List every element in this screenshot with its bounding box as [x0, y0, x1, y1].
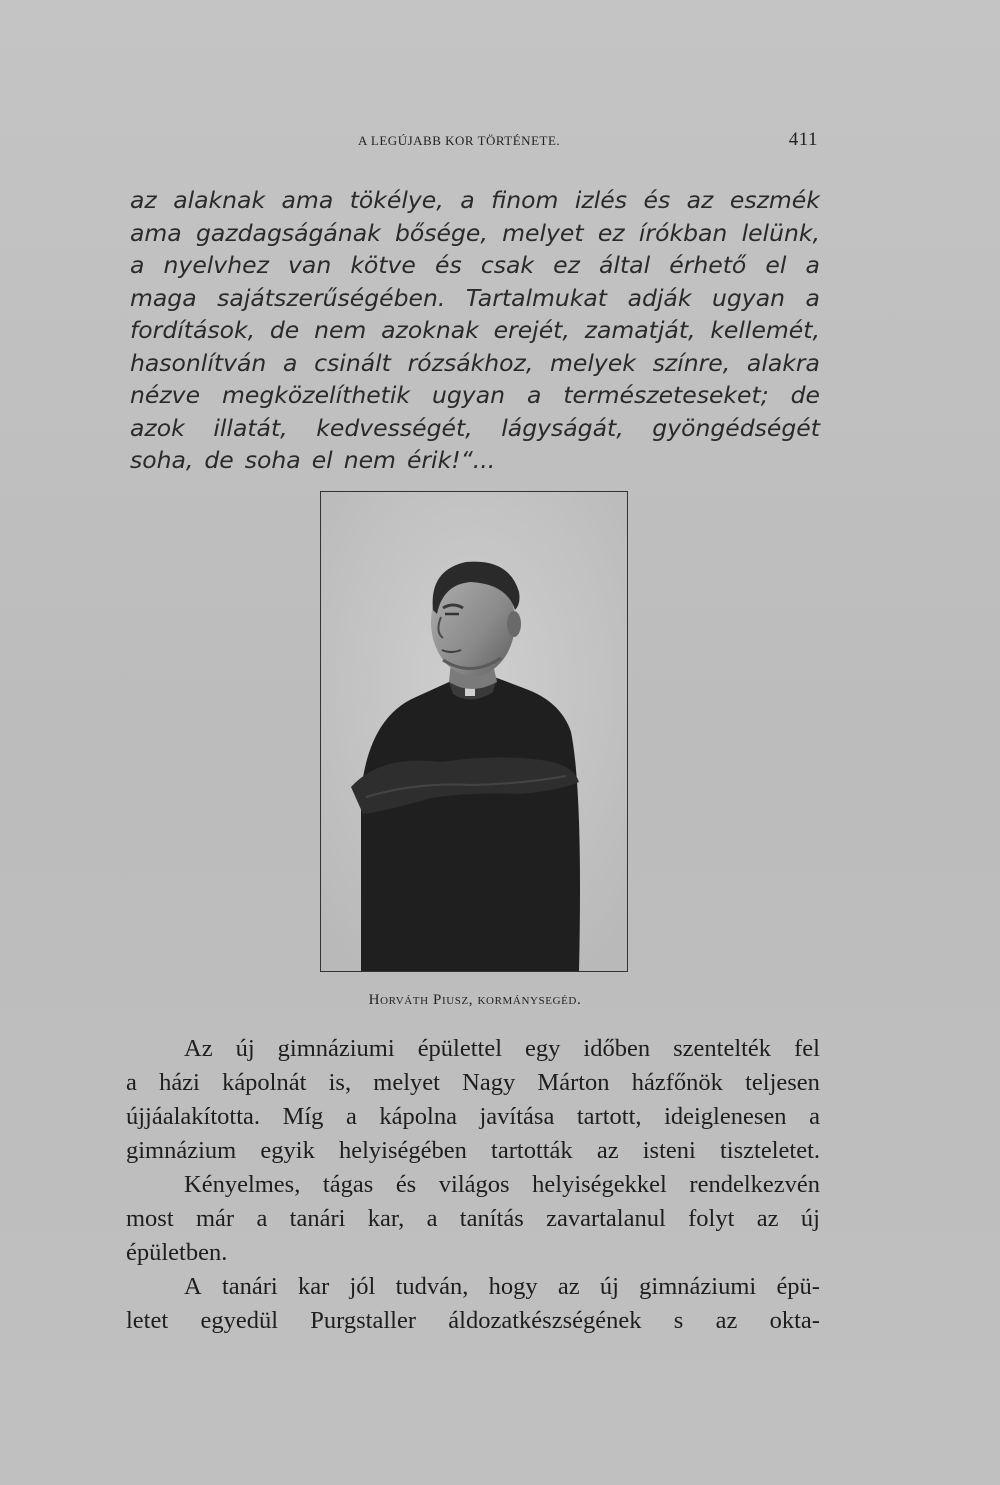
- quote-word: eszmék: [729, 186, 820, 214]
- paragraph-word: helyiségekkel: [532, 1171, 667, 1198]
- paragraph-word: házfőnök: [631, 1069, 723, 1096]
- paragraph-word: újjáalakította.: [126, 1103, 261, 1130]
- quote-word: tökélye,: [349, 186, 444, 214]
- paragraph-word: épülettel: [417, 1035, 503, 1062]
- quote-word: a: [460, 186, 475, 214]
- quote-word: alaknak: [173, 186, 266, 214]
- paragraph-word: és: [395, 1171, 417, 1198]
- quote-word: de: [790, 381, 820, 409]
- quote-word: illatát,: [213, 413, 288, 442]
- paragraph-word: egyedül: [200, 1307, 279, 1334]
- quote-word: Tartalmukat: [465, 283, 608, 312]
- paragraph-word: folyt: [688, 1205, 735, 1232]
- paragraph-line: [126, 1134, 820, 1168]
- paragraph-word: most: [126, 1205, 174, 1232]
- paragraph-word: tanítás: [459, 1205, 524, 1232]
- quote-word: kötve: [350, 251, 416, 279]
- paragraph-word: javítása: [479, 1103, 555, 1130]
- paragraph-word: zavartalanul: [546, 1205, 666, 1232]
- paragraph-word: szentelték: [673, 1035, 772, 1062]
- quote-word: a: [283, 348, 298, 377]
- paragraph-word: kápolna: [379, 1103, 457, 1130]
- quote-word: gyöngédségét: [652, 413, 820, 442]
- quote-word: sajátszerűségében.: [217, 283, 446, 312]
- paragraph-word: házi: [159, 1069, 200, 1096]
- paragraph-word: épületben.: [126, 1239, 228, 1266]
- quote-word: el: [765, 251, 787, 279]
- quote-word: zamatját,: [584, 316, 696, 344]
- quote-word: hasonlítván: [130, 348, 267, 377]
- paragraph-word: teljesen: [745, 1069, 820, 1096]
- quote-word: maga: [130, 283, 197, 312]
- quote-word: az: [686, 186, 714, 214]
- quote-word: és: [643, 186, 671, 214]
- quote-word: csinált: [314, 348, 391, 377]
- quote-word: rózsákhoz,: [407, 348, 534, 377]
- quote-word: adják: [627, 283, 692, 312]
- quote-block: [130, 184, 820, 477]
- quote-line: [130, 282, 820, 315]
- quote-word: színre,: [652, 348, 731, 377]
- paragraph-word: új: [800, 1205, 820, 1232]
- quote-word: azoknak: [381, 316, 479, 344]
- quote-word: alakra: [746, 348, 820, 377]
- paragraph-word: tartott,: [576, 1103, 642, 1130]
- quote-word: természeteseket;: [563, 381, 769, 409]
- quote-word: de: [204, 446, 234, 474]
- quote-word: a: [805, 251, 820, 279]
- paragraph-word: az: [557, 1273, 580, 1300]
- running-head-title: A LEGÚJABB KOR TÖRTÉNETE.: [358, 133, 561, 148]
- figure-body: [361, 675, 580, 971]
- paragraph-line: [126, 1168, 820, 1202]
- quote-word: gazdagságának: [195, 218, 381, 247]
- quote-word: ugyan: [432, 381, 506, 409]
- paragraph-word: Az: [184, 1035, 213, 1062]
- quote-word: ez: [597, 218, 625, 247]
- paragraph-word: új: [599, 1273, 619, 1300]
- quote-line: [130, 444, 820, 477]
- quote-word: lágyságát,: [501, 413, 624, 442]
- paragraph-word: Purgstaller: [310, 1307, 417, 1334]
- quote-word: a: [130, 251, 145, 279]
- quote-line: [130, 412, 820, 445]
- paragraph-word: a: [426, 1205, 438, 1232]
- quote-word: bősége,: [395, 218, 488, 247]
- paragraph-word: egyik: [260, 1137, 315, 1164]
- quote-word: a: [805, 283, 820, 312]
- quote-word: érik!“...: [406, 446, 496, 474]
- paragraph-word: már: [196, 1205, 235, 1232]
- quote-word: azok: [130, 413, 185, 442]
- paragraph-word: időben: [583, 1035, 651, 1062]
- paragraph-word: áldozatkészségének: [448, 1307, 642, 1334]
- paragraph-word: tanári: [289, 1205, 346, 1232]
- quote-word: csak: [480, 251, 535, 279]
- quote-word: az: [130, 186, 157, 214]
- page-number: 411: [788, 129, 818, 150]
- paragraph-word: Míg: [282, 1103, 324, 1130]
- paragraph-line: [126, 1202, 820, 1236]
- paragraph-word: tiszteletet.: [720, 1137, 820, 1164]
- quote-word: ugyan: [711, 283, 785, 312]
- quote-word: nyelvhez: [163, 251, 269, 279]
- quote-word: és: [435, 251, 462, 279]
- paragraph-word: rendelkezvén: [689, 1171, 820, 1198]
- paragraph-word: isteni: [642, 1137, 696, 1164]
- paragraph-word: épü-: [776, 1273, 820, 1300]
- paragraph-word: az: [715, 1307, 738, 1334]
- paragraph-word: hogy: [488, 1273, 538, 1300]
- quote-word: érhető: [669, 251, 747, 279]
- figure-caption: [130, 992, 820, 1009]
- quote-word: lelünk,: [741, 218, 820, 247]
- paragraph-word: Kényelmes,: [184, 1171, 301, 1198]
- paragraph-word: kar: [297, 1273, 330, 1300]
- paragraph-word: a: [345, 1103, 357, 1130]
- quote-word: nézve: [130, 381, 201, 409]
- quote-line: [130, 379, 820, 412]
- paragraph-word: egy: [525, 1035, 561, 1062]
- paragraph-word: az: [596, 1137, 619, 1164]
- quote-word: fordítások,: [130, 316, 256, 344]
- paragraph-word: jól: [349, 1273, 376, 1300]
- quote-word: a: [526, 381, 542, 409]
- quote-line: [130, 217, 820, 250]
- figure-caption-text: Horváth Piusz, kormánysegéd.: [368, 992, 582, 1008]
- portrait-figure: [320, 491, 628, 972]
- quote-word: megközelíthetik: [222, 381, 411, 409]
- paragraph-word: tudván,: [395, 1273, 469, 1300]
- paragraph-word: gimnázium: [126, 1137, 237, 1164]
- quote-word: finom: [491, 186, 559, 214]
- quote-word: nem: [314, 316, 367, 344]
- quote-word: ama: [130, 218, 182, 247]
- paragraph-line: [126, 1032, 820, 1066]
- paragraph-word: Márton: [537, 1069, 610, 1096]
- paragraph-word: melyet: [373, 1069, 440, 1096]
- paragraph-word: az: [756, 1205, 779, 1232]
- quote-word: melyet: [502, 218, 584, 247]
- quote-word: kedvességét,: [316, 413, 473, 442]
- paragraph-word: tanári: [221, 1273, 278, 1300]
- quote-word: ez: [553, 251, 580, 279]
- paragraph-word: letet: [126, 1307, 169, 1334]
- paragraph-word: a: [126, 1069, 137, 1096]
- paragraph-line: [126, 1304, 820, 1338]
- quote-word: ama: [281, 186, 334, 214]
- quote-word: által: [599, 251, 651, 279]
- portrait-photo: [321, 492, 627, 971]
- quote-word: el: [311, 446, 333, 474]
- quote-word: soha,: [130, 446, 194, 474]
- paragraph-line: [126, 1236, 820, 1270]
- quote-line: [130, 347, 820, 380]
- paragraph-word: kápolnát: [222, 1069, 307, 1096]
- quote-word: izlés: [574, 186, 628, 214]
- paragraph-line: [126, 1066, 820, 1100]
- body-text: [126, 1032, 820, 1338]
- quote-word: nem: [343, 446, 396, 474]
- paragraph-word: helyiségében: [338, 1137, 467, 1164]
- paragraph-word: gimnáziumi: [277, 1035, 395, 1062]
- paragraph-word: A: [184, 1273, 202, 1300]
- paragraph-word: kar,: [367, 1205, 405, 1232]
- quote-line: [130, 184, 820, 217]
- quote-word: soha: [244, 446, 301, 474]
- quote-word: kellemét,: [710, 316, 820, 344]
- paragraph-word: világos: [438, 1171, 510, 1198]
- paragraph-word: a: [256, 1205, 268, 1232]
- quote-word: de: [269, 316, 300, 344]
- paragraph-word: okta-: [769, 1307, 820, 1334]
- quote-line: [130, 249, 820, 282]
- paragraph-word: ideiglenesen: [664, 1103, 787, 1130]
- paragraph-line: [126, 1100, 820, 1134]
- paragraph-word: fel: [794, 1035, 820, 1062]
- quote-word: erejét,: [493, 316, 570, 344]
- quote-word: melyek: [550, 348, 636, 377]
- paragraph-word: is,: [328, 1069, 352, 1096]
- paragraph-word: Nagy: [462, 1069, 516, 1096]
- paragraph-word: s: [673, 1307, 684, 1334]
- paragraph-word: gimnáziumi: [639, 1273, 757, 1300]
- quote-line: [130, 314, 820, 347]
- paragraph-word: új: [235, 1035, 255, 1062]
- quote-word: írókban: [638, 218, 728, 247]
- paragraph-word: tágas: [322, 1171, 374, 1198]
- paragraph-word: a: [809, 1103, 820, 1130]
- paragraph-word: tartották: [491, 1137, 573, 1164]
- quote-word: van: [288, 251, 332, 279]
- paragraph-line: [126, 1270, 820, 1304]
